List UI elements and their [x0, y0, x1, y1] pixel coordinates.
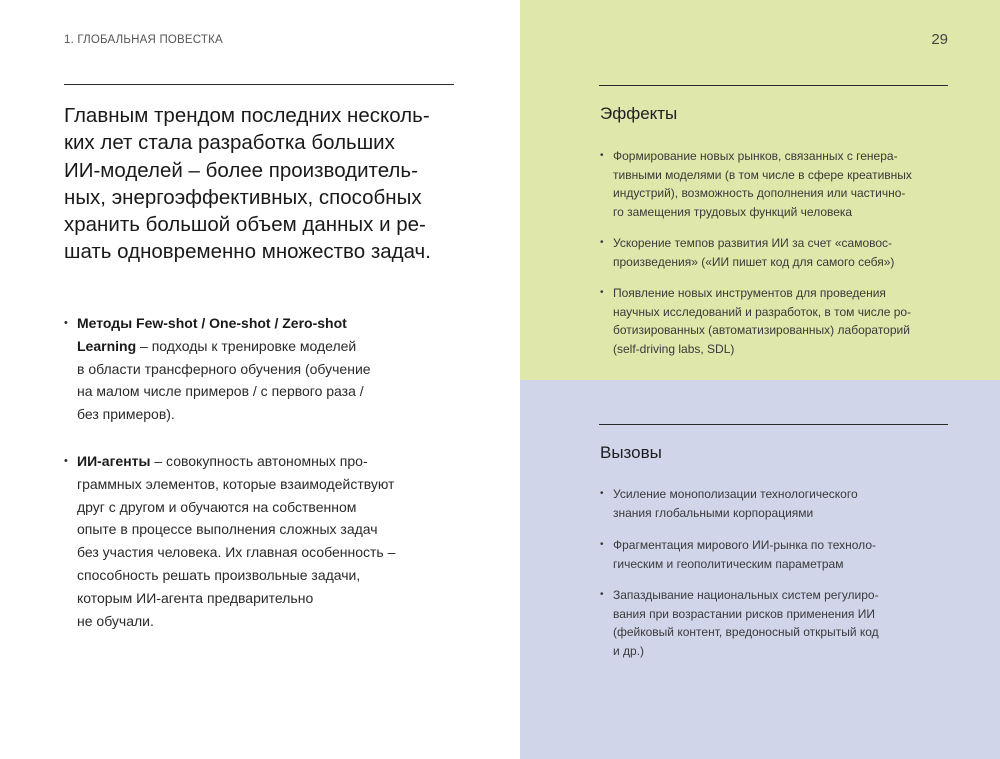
running-header: 1. ГЛОБАЛЬНАЯ ПОВЕСТКА	[64, 34, 223, 46]
lead-paragraph	[64, 102, 464, 266]
definition-text: которым ИИ-агента предварительно	[77, 589, 314, 606]
challenges-item: • Усиление монополизации технологического знания глобальными корпорациями	[600, 485, 960, 522]
definition-text: – совокупность автономных про-	[150, 453, 368, 469]
challenges-title: Вызовы	[600, 443, 662, 462]
definition-term: ИИ-агенты	[77, 453, 151, 469]
definition-text: – подходы к тренировке моделей	[136, 337, 357, 354]
definition-text: опыте в процессе выполнения сложных задач	[77, 521, 378, 538]
lead-line: шать одновременно множество задач.	[64, 240, 431, 264]
definition-text: способность решать произвольные задачи,	[77, 566, 361, 583]
definition-text: не обучали.	[77, 612, 154, 629]
definition-text: в области трансферного обучения (обучение	[77, 360, 371, 377]
definition-ai-agents	[64, 450, 464, 632]
definition-term: Методы Few-shot / One-shot / Zero-shot	[77, 315, 347, 331]
divider-challenges	[599, 424, 948, 425]
definition-text: друг с другом и обучаются на собственном	[77, 498, 357, 515]
lead-line: хранить большой объем данных и ре-	[64, 213, 426, 237]
lead-line: ных, энергоэффективных, способных	[64, 185, 422, 209]
lead-line: ИИ-моделей – более производитель-	[64, 158, 418, 182]
divider-effects	[599, 85, 948, 86]
challenges-item: • Фрагментация мирового ИИ-рынка по техноло- гическим и геополитическим параметрам	[600, 536, 960, 573]
definition-text: без участия человека. Их главная особенность –	[77, 544, 396, 561]
definition-text: без примеров).	[77, 406, 175, 423]
divider-left	[64, 84, 454, 85]
lead-line: ких лет стала разработка больших	[64, 131, 395, 155]
effects-title: Эффекты	[600, 104, 678, 123]
effects-item: • Формирование новых рынков, связанных с генера- тивными моделями (в том числе в сфере креативных индустрий), возможность дополнения или частично- го замещения трудовых функций человека	[600, 147, 960, 221]
definition-few-shot	[64, 312, 464, 426]
definition-text: на малом числе примеров / с первого раза /	[77, 383, 364, 400]
lead-line: Главным трендом последних несколь-	[64, 104, 430, 127]
page-number: 29	[931, 31, 948, 48]
effects-item: • Появление новых инструментов для проведения научных исследований и разработок, в том числе ро- ботизированных (автоматизированных) лабораторий (self-driving labs, SDL)	[600, 284, 960, 358]
effects-item: • Ускорение темпов развития ИИ за счет «самовос- произведения» («ИИ пишет код для самого себя»)	[600, 234, 960, 271]
definition-term: Learning	[77, 337, 137, 354]
definition-text: граммных элементов, которые взаимодействуют	[77, 475, 395, 492]
challenges-item: • Запаздывание национальных систем регулиро- вания при возрастании рисков применения ИИ (фейковый контент, вредоносный открытый код и др.)	[600, 586, 960, 660]
